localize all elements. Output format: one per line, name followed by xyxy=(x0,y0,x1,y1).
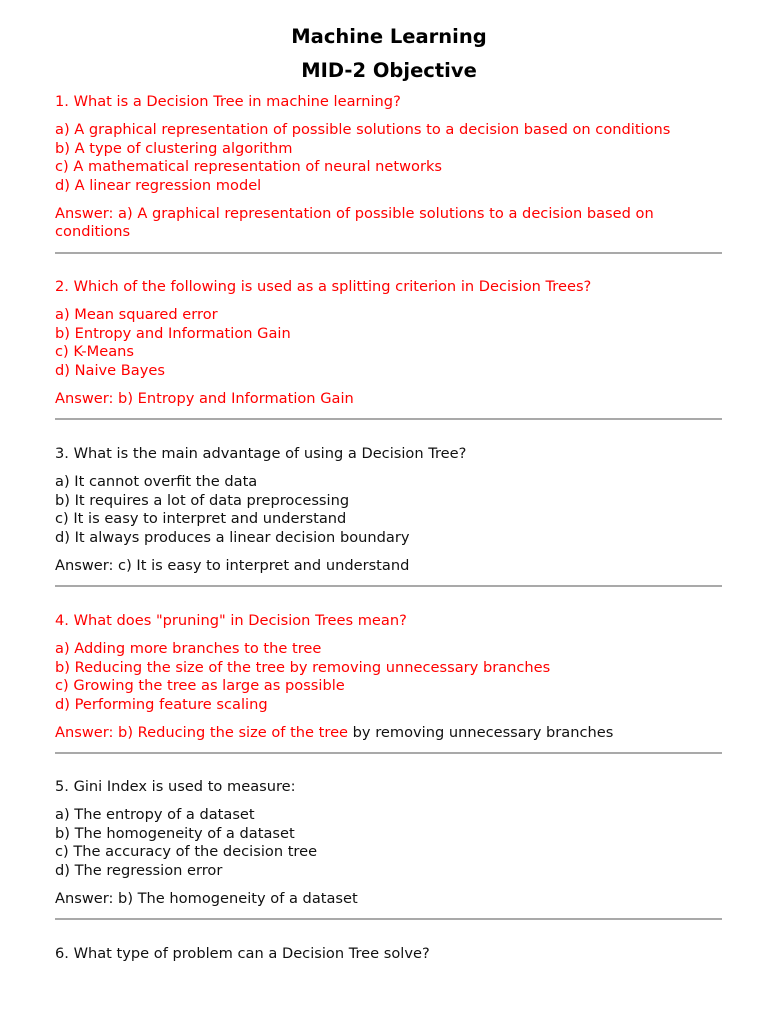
option-b: b) It requires a lot of data preprocessing xyxy=(55,491,350,509)
question-text: 6. What type of problem can a Decision Tree solve? xyxy=(55,945,430,962)
answer-text xyxy=(55,724,725,742)
answer-rest: by removing unnecessary branches xyxy=(348,724,614,742)
option-d: d) Naive Bayes xyxy=(55,361,165,379)
question-text: 1. What is a Decision Tree in machine learning? xyxy=(55,93,401,110)
option-a: a) Adding more branches to the tree xyxy=(55,640,322,658)
question-block-1 xyxy=(55,93,725,242)
options-list xyxy=(55,640,725,714)
divider xyxy=(55,585,722,587)
option-a: a) A graphical representation of possible solutions to a decision based on conditions xyxy=(55,121,671,139)
divider xyxy=(55,918,722,920)
option-a: a) It cannot overfit the data xyxy=(55,473,258,491)
question-block-2 xyxy=(55,278,725,408)
option-a: a) The entropy of a dataset xyxy=(55,806,255,824)
question-text: 4. What does "pruning" in Decision Trees mean? xyxy=(55,612,407,629)
option-d: d) It always produces a linear decision boundary xyxy=(55,528,410,546)
divider xyxy=(55,752,722,754)
option-c: c) It is easy to interpret and understand xyxy=(55,510,347,528)
options-list xyxy=(55,806,725,880)
option-c: c) A mathematical representation of neural networks xyxy=(55,158,443,176)
option-b: b) A type of clustering algorithm xyxy=(55,139,293,157)
answer-text: Answer: a) A graphical representation of possible solutions to a decision based on conditions xyxy=(55,205,654,241)
options-list xyxy=(55,306,725,380)
answer-text: Answer: b) The homogeneity of a dataset xyxy=(55,890,358,908)
option-c: c) K-Means xyxy=(55,343,135,361)
option-c: c) The accuracy of the decision tree xyxy=(55,843,318,861)
option-d: d) Performing feature scaling xyxy=(55,695,268,713)
question-block-3 xyxy=(55,445,725,575)
option-b: b) Entropy and Information Gain xyxy=(55,324,291,342)
question-text: 5. Gini Index is used to measure: xyxy=(55,778,296,795)
option-c: c) Growing the tree as large as possible xyxy=(55,677,345,695)
question-text: 2. Which of the following is used as a splitting criterion in Decision Trees? xyxy=(55,278,592,295)
option-b: b) Reducing the size of the tree by removing unnecessary branches xyxy=(55,658,551,676)
option-b: b) The homogeneity of a dataset xyxy=(55,824,295,842)
divider xyxy=(55,418,722,420)
question-text: 3. What is the main advantage of using a Decision Tree? xyxy=(55,445,467,462)
answer-highlighted: Answer: b) Reducing the size of the tree xyxy=(55,724,349,742)
options-list xyxy=(55,473,725,547)
question-block-5 xyxy=(55,778,725,908)
answer-text: Answer: b) Entropy and Information Gain xyxy=(55,390,354,408)
question-block-6 xyxy=(55,945,725,973)
option-d: d) The regression error xyxy=(55,861,223,879)
option-d: d) A linear regression model xyxy=(55,176,262,194)
document-title: Machine Learning xyxy=(291,25,487,48)
option-a: a) Mean squared error xyxy=(55,306,218,324)
answer-text: Answer: c) It is easy to interpret and understand xyxy=(55,557,410,575)
question-block-4 xyxy=(55,612,725,742)
document-subtitle: MID-2 Objective xyxy=(301,59,477,82)
options-list xyxy=(55,121,725,195)
divider xyxy=(55,252,722,254)
